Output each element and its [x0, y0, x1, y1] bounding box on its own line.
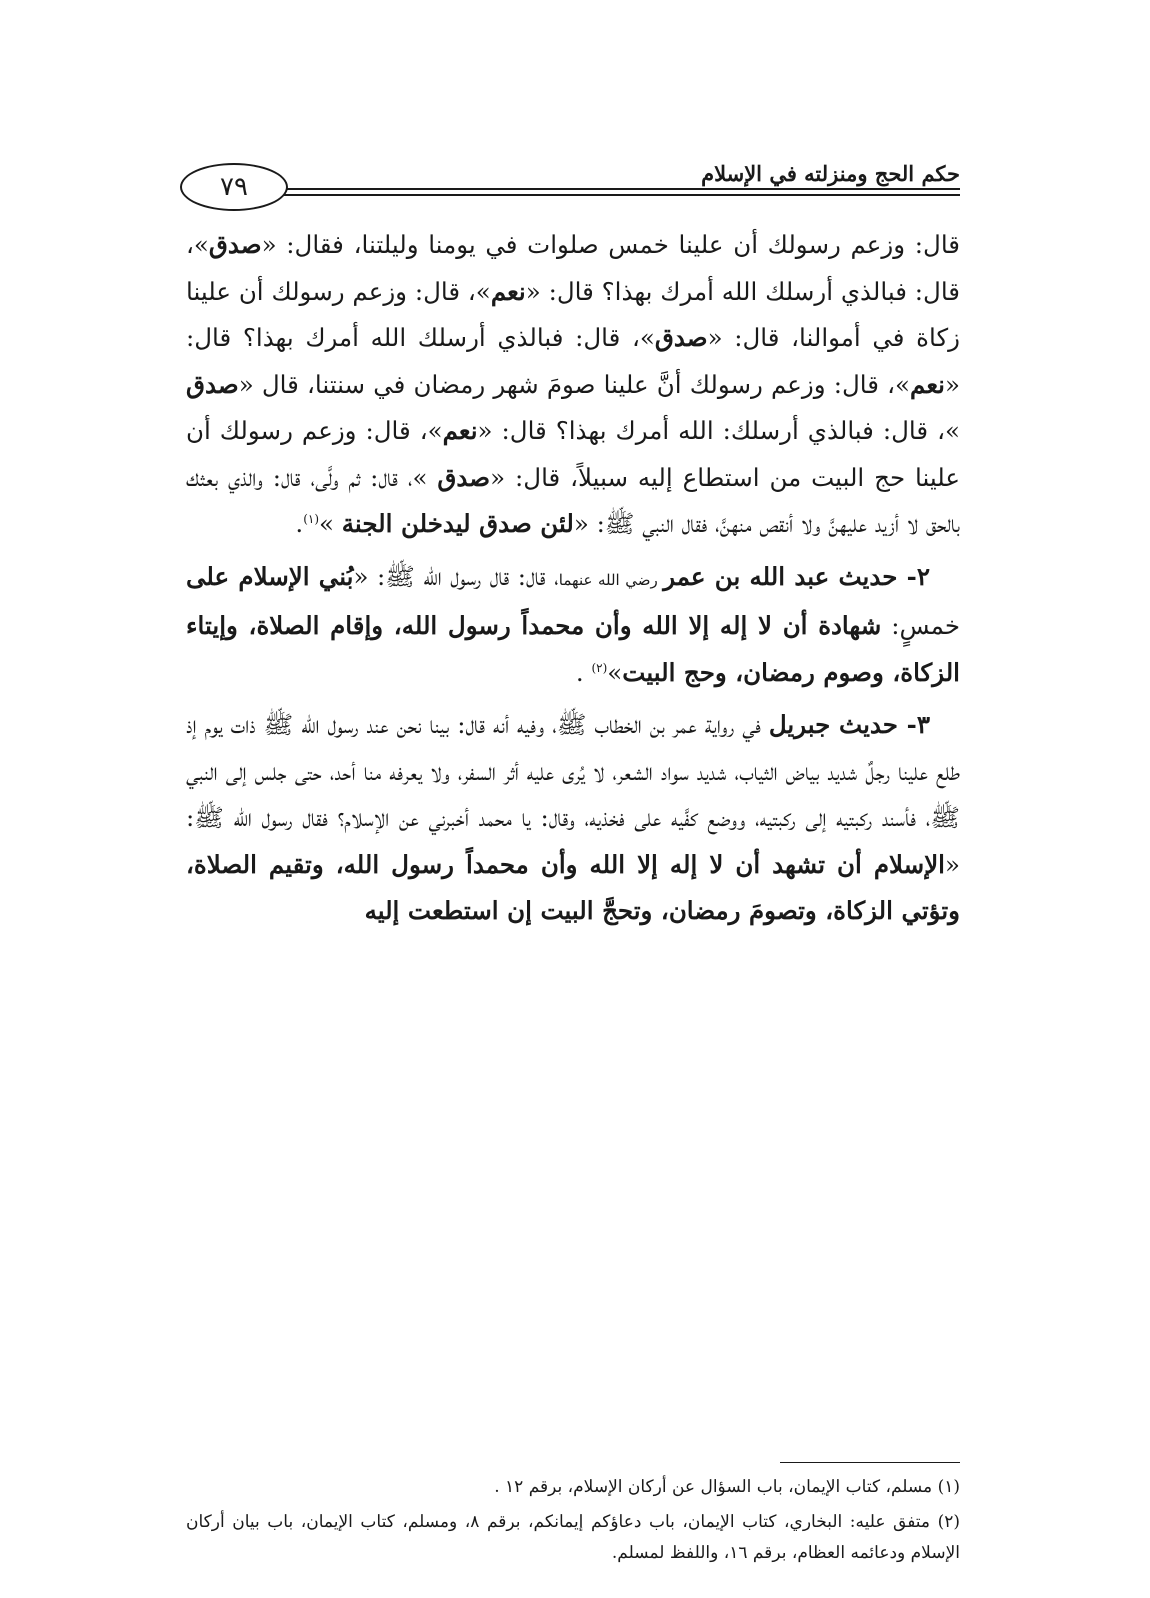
text-run: »، قال: فبالذي أرسلك: الله أمرك بهذا؟ قال: « — [477, 416, 960, 445]
footnote-ref-2: (٢) — [591, 660, 608, 675]
honorific: رضي الله عنهما — [558, 570, 664, 589]
paragraph-1 — [186, 222, 960, 548]
running-title: حكم الحج ومنزلته في الإسلام — [701, 161, 960, 186]
paragraph-2 — [186, 554, 960, 697]
text-run: ، قال: قال رسول الله ﷺ: « — [353, 561, 559, 591]
text-run: . — [295, 509, 304, 538]
bold-run: لئن صدق ليدخلن الجنة — [341, 509, 574, 538]
footnote-2: (٢) متفق عليه: البخاري، كتاب الإيمان، باب دعاؤكم إيمانكم، برقم ٨، ومسلم، كتاب الإيمان، باب بيان أركان الإسلام ودعائمه العظام، برقم ١٦، واللفظ لمسلم. — [186, 1512, 960, 1563]
paragraph-3 — [186, 702, 960, 935]
text-run: »، قال: وزعم رسولك أن علينا حج البيت من استطاع إليه سبيلاً، قال: « — [186, 416, 961, 492]
text-run: »، قال: وزعم رسولك أن علينا زكاة في أموالنا، قال: « — [186, 276, 960, 352]
header-rule-upper — [240, 188, 960, 190]
footnote-ref-1: (١) — [303, 511, 320, 526]
text-run: خمسٍ: — [881, 611, 960, 640]
page-number: ٧٩ — [180, 163, 288, 211]
footnote-1: (١) مسلم، كتاب الإيمان، باب السؤال عن أركان الإسلام، برقم ١٢ . — [494, 1477, 960, 1497]
footnotes — [186, 1472, 960, 1573]
bold-run: شهادة أن لا إله إلا الله وأن محمداً رسول الله، وإقام الصلاة، وإيتاء الزكاة، وصوم رمضان، وحج البيت — [186, 611, 960, 687]
bold-run: نعم — [442, 416, 478, 445]
bold-run: ٢- حديث عبد الله بن عمر — [663, 561, 931, 591]
bold-run: نعم — [910, 369, 945, 399]
bold-run: صدق — [186, 369, 239, 399]
text-run: »، قال: ثم ولَّى، قال: والذي بعثك بالحق لا أزيد عليهنَّ ولا أنقص منهنَّ، فقال النبي ﷺ: « — [186, 462, 960, 538]
bold-run: ٣- حديث جبريل — [768, 710, 930, 739]
text-run: » — [607, 657, 623, 687]
bold-run: بُني الإسلام على — [186, 561, 354, 591]
bold-run: الإسلام أن تشهد أن لا إله إلا الله وأن محمداً رسول الله، وتقيم الصلاة، وتؤتي الزكاة، وتصومَ رمضان، وتحجَّ البيت إن استطعت إليه — [186, 849, 960, 925]
text-run: قال: وزعم رسولك أن علينا خمس صلوات في يومنا وليلتنا، فقال: « — [261, 230, 960, 259]
bold-run: نعم — [490, 276, 526, 306]
bold-run: صدق — [208, 230, 262, 259]
text-run: . — [575, 657, 592, 687]
text-run: »، قال: فبالذي أرسلك الله أمرك بهذا؟ قال: « — [186, 230, 960, 306]
text-run: » — [319, 509, 342, 538]
bold-run: صدق — [437, 462, 491, 492]
text-run: في رواية عمر بن الخطاب ﷺ، وفيه أنه قال: بينا نحن عند رسول الله ﷺ ذات يوم إذ طلع علينا رجلٌ شديد بياض الثياب، شديد سواد الشعر، لا يُرى عليه أثر السفر، ولا يعرفه منا أحد، حتى جلس إلى النبي ﷺ، فأسند ركبتيه إلى ركبتيه، ووضع كفَّيه على فخذيه، وقال: يا محمد أخبرني عن الإسلام؟ فقال رسول الله ﷺ: « — [186, 710, 960, 879]
header-rule-lower — [240, 194, 960, 196]
main-text — [186, 222, 960, 941]
text-run: »، قال: وزعم رسولك أنَّ علينا صومَ شهر رمضان في سنتنا، قال « — [238, 369, 911, 399]
bold-run: صدق — [654, 323, 708, 352]
text-run: »، قال: فبالذي أرسلك الله أمرك بهذا؟ قال: « — [186, 323, 960, 399]
footnote-separator — [780, 1462, 960, 1463]
page-header — [180, 155, 960, 205]
